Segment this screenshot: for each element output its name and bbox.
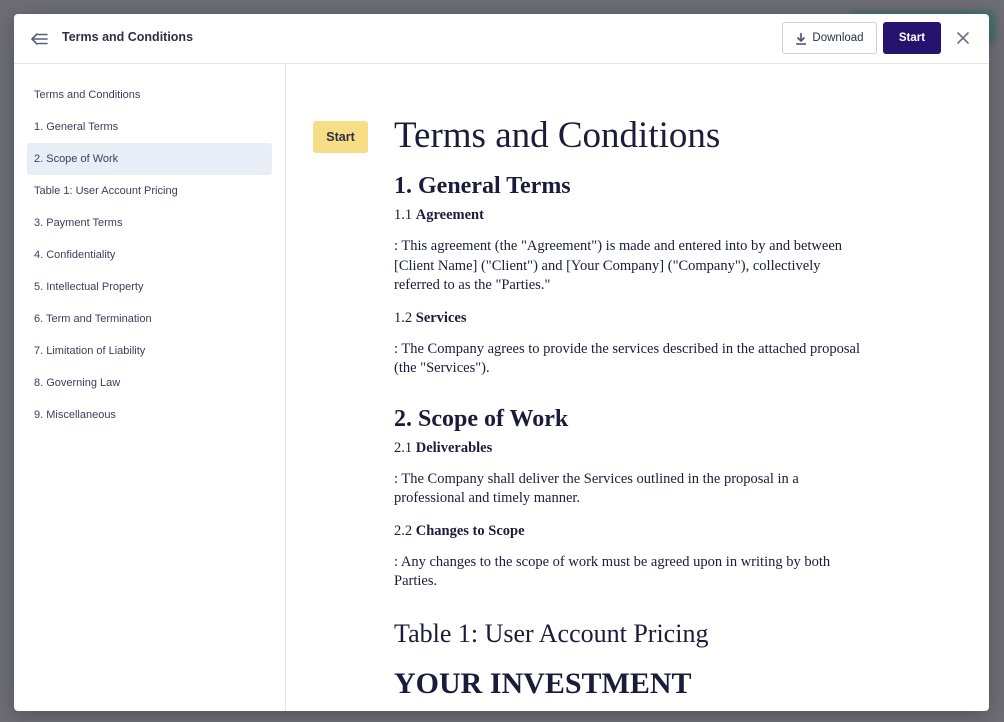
download-button[interactable] [782, 22, 877, 54]
close-icon [956, 31, 970, 45]
clause-text: : The Company agrees to provide the services described in the attached proposal (the "Services"). [394, 340, 860, 376]
clause-number: 1.1 [394, 207, 413, 223]
section-heading-general-terms: 1. General Terms [394, 173, 571, 199]
close-button[interactable] [953, 28, 973, 48]
collapse-sidebar-button[interactable] [28, 28, 50, 50]
clause-heading [394, 521, 864, 541]
toc-item-user-account-pricing[interactable]: Table 1: User Account Pricing [34, 185, 178, 197]
toc-item-intellectual-property[interactable]: 5. Intellectual Property [34, 281, 144, 293]
investment-heading: YOUR INVESTMENT [394, 666, 692, 700]
clause-title: Agreement [415, 207, 484, 223]
clause-text: : Any changes to the scope of work must be agreed upon in writing by both Parties. [394, 553, 831, 589]
clause-heading [394, 205, 864, 225]
toc-item-general-terms[interactable]: 1. General Terms [34, 121, 119, 133]
clause-text: : The Company shall deliver the Services outlined in the proposal in a professional and timely manner. [394, 470, 799, 506]
start-tag[interactable]: Start [313, 121, 368, 153]
clause-heading [394, 438, 864, 458]
clause-text: : This agreement (the "Agreement") is made and entered into by and between [Client Name] ("Client") and [Your Company] ("Company"), collectively referred to as the "Parties." [394, 238, 843, 293]
clause-number: 1.2 [394, 309, 413, 326]
toc-item-governing-law[interactable]: 8. Governing Law [34, 377, 121, 389]
download-icon [795, 32, 807, 45]
clause-number: 2.1 [394, 439, 413, 456]
toc-item-limitation-of-liability[interactable]: 7. Limitation of Liability [34, 345, 146, 357]
clause-title: Deliverables [415, 439, 493, 456]
toc-item-payment-terms[interactable]: 3. Payment Terms [34, 217, 123, 229]
toc-item-term-and-termination[interactable]: 6. Term and Termination [34, 313, 152, 325]
start-button[interactable]: Start [883, 22, 941, 54]
section-heading-scope-of-work: 2. Scope of Work [394, 405, 569, 432]
collapse-arrow-icon [29, 32, 49, 46]
clause-title: Changes to Scope [415, 522, 525, 539]
toc-item-miscellaneous[interactable]: 9. Miscellaneous [34, 409, 116, 421]
download-button-label: Download [812, 32, 864, 44]
toc-item-terms-and-conditions[interactable]: Terms and Conditions [34, 89, 141, 101]
table-of-contents [14, 64, 286, 711]
clause-title: Services [415, 309, 467, 326]
document-title: Terms and Conditions [394, 115, 721, 156]
modal-header [14, 14, 989, 64]
document-content [286, 64, 989, 711]
document-body [394, 114, 864, 701]
modal-title: Terms and Conditions [62, 30, 194, 44]
table-heading: Table 1: User Account Pricing [394, 618, 709, 648]
clause-number: 2.2 [394, 522, 413, 539]
toc-item-scope-of-work[interactable]: 2. Scope of Work [27, 143, 272, 175]
document-preview-modal [14, 14, 989, 711]
toc-item-confidentiality[interactable]: 4. Confidentiality [34, 249, 116, 261]
clause-heading [394, 308, 864, 328]
